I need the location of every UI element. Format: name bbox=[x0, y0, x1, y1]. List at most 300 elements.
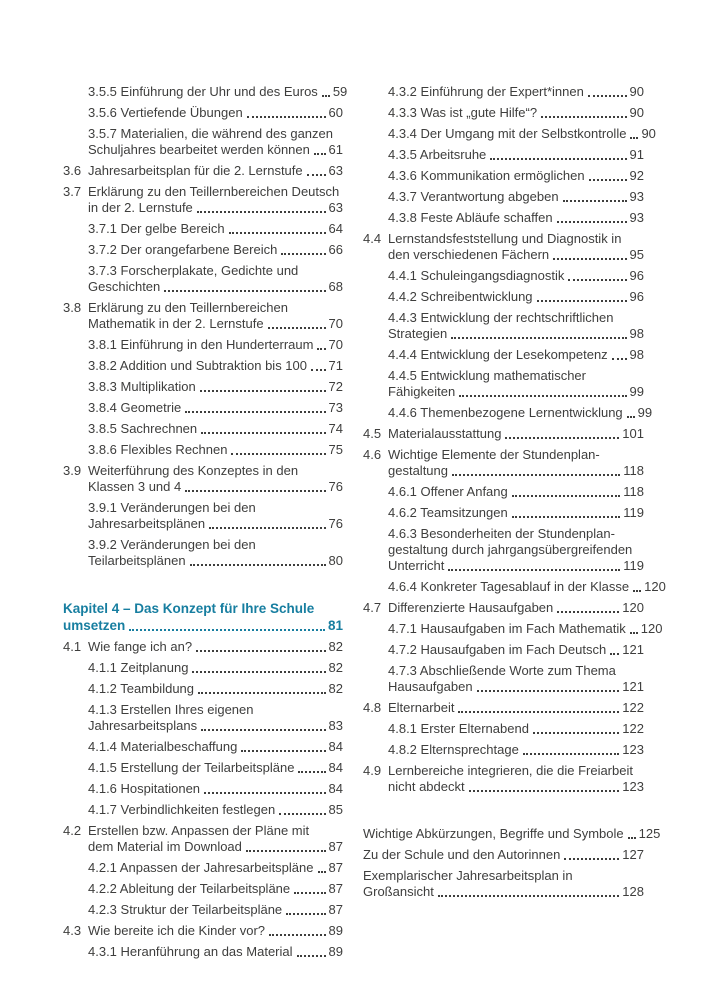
dotted-leader bbox=[458, 711, 619, 713]
toc-entry-number: 4.3 bbox=[63, 923, 82, 938]
toc-entry-body bbox=[88, 163, 343, 179]
toc-entry-title: 3.5.6 Vertiefende Übungen bbox=[88, 105, 243, 120]
toc-entry-line bbox=[388, 247, 644, 263]
toc-entry bbox=[363, 763, 644, 795]
dotted-leader bbox=[190, 564, 326, 566]
toc-entry-title: Jahresarbeitsplänen bbox=[88, 516, 206, 531]
page-number: 66 bbox=[328, 242, 343, 257]
page-number: 96 bbox=[629, 289, 644, 304]
page-number: 121 bbox=[622, 679, 644, 694]
page-number: 99 bbox=[637, 405, 653, 420]
toc-entry-title: 4.7.2 Hausaufgaben im Fach Deutsch bbox=[388, 642, 607, 657]
toc-entry-line bbox=[88, 337, 343, 353]
toc-entry-title: 4.1.7 Verbindlichkeiten festlegen bbox=[88, 802, 276, 817]
page-number: 72 bbox=[328, 379, 343, 394]
toc-entry-line bbox=[388, 84, 644, 100]
toc-entry-line: Lernstandsfeststellung und Diagnostik in bbox=[388, 231, 622, 246]
toc-entry-title: Wichtige Abkürzungen, Begriffe und Symbole bbox=[363, 826, 624, 841]
toc-entry-line bbox=[88, 442, 343, 458]
dotted-leader bbox=[628, 837, 636, 839]
dotted-leader bbox=[448, 569, 620, 571]
toc-entry-line bbox=[388, 484, 644, 500]
toc-entry-line bbox=[88, 718, 343, 734]
toc-entry-title: 3.8.4 Geometrie bbox=[88, 400, 182, 415]
toc-entry-line bbox=[88, 902, 343, 918]
toc-entry-line bbox=[363, 884, 644, 900]
toc-entry-title: Klassen 3 und 4 bbox=[88, 479, 182, 494]
toc-entry-line: gestaltung durch jahrgangsübergreifenden bbox=[388, 542, 633, 557]
dotted-leader bbox=[541, 116, 626, 118]
dotted-leader bbox=[231, 453, 325, 455]
toc-entry bbox=[63, 105, 343, 121]
toc-entry bbox=[363, 405, 653, 421]
dotted-leader bbox=[311, 369, 326, 371]
toc-entry-title: 4.1.4 Materialbeschaffung bbox=[88, 739, 238, 754]
dotted-leader bbox=[512, 495, 621, 497]
toc-entry bbox=[63, 300, 343, 332]
dotted-leader bbox=[553, 258, 626, 260]
dotted-leader bbox=[318, 871, 326, 873]
toc-entry-title: 4.1.6 Hospitationen bbox=[88, 781, 201, 796]
toc-entry-title: 4.6.1 Offener Anfang bbox=[388, 484, 508, 499]
dotted-leader bbox=[563, 200, 627, 202]
toc-entry-line: Erstellen bzw. Anpassen der Pläne mit bbox=[88, 823, 310, 838]
toc-entry bbox=[363, 579, 666, 595]
toc-entry bbox=[363, 847, 644, 863]
dotted-leader bbox=[630, 137, 638, 139]
dotted-leader bbox=[164, 290, 325, 292]
page-number: 120 bbox=[644, 579, 666, 594]
page-number: 119 bbox=[623, 558, 644, 573]
dotted-leader bbox=[568, 279, 626, 281]
dotted-leader bbox=[537, 300, 627, 302]
toc-entry bbox=[363, 484, 644, 500]
dotted-leader bbox=[200, 390, 326, 392]
toc-entry-line bbox=[88, 639, 343, 655]
page-number: 98 bbox=[629, 326, 644, 341]
toc-entry bbox=[363, 231, 644, 263]
toc-entry bbox=[63, 702, 343, 734]
dotted-leader bbox=[269, 934, 326, 936]
toc-entry-title: 4.4.4 Entwicklung der Lesekompetenz bbox=[388, 347, 608, 362]
dotted-leader bbox=[477, 690, 620, 692]
toc-entry bbox=[363, 700, 644, 716]
toc-entry-line bbox=[388, 347, 644, 363]
page-number: 87 bbox=[328, 881, 343, 896]
toc-entry-line bbox=[388, 558, 644, 574]
dotted-leader bbox=[201, 432, 325, 434]
page-number: 93 bbox=[629, 210, 644, 225]
toc-entry bbox=[363, 105, 644, 121]
toc-entry-title: 4.2.1 Anpassen der Jahresarbeitspläne bbox=[88, 860, 314, 875]
toc-entry bbox=[63, 421, 343, 437]
toc-entry bbox=[63, 84, 348, 100]
toc-entry bbox=[363, 721, 644, 737]
toc-entry bbox=[63, 902, 343, 918]
dotted-leader bbox=[204, 792, 326, 794]
toc-entry-number: 4.5 bbox=[363, 426, 382, 441]
dotted-leader bbox=[533, 732, 619, 734]
toc-entry-line: 4.1.3 Erstellen Ihres eigenen bbox=[88, 702, 254, 717]
toc-entry bbox=[363, 310, 644, 342]
toc-entry-number: 4.4 bbox=[363, 231, 382, 246]
toc-entry-line bbox=[388, 268, 644, 284]
page-number: 84 bbox=[328, 781, 343, 796]
dotted-leader bbox=[209, 527, 325, 529]
toc-entry-title: Fähigkeiten bbox=[388, 384, 456, 399]
toc-entry-line bbox=[88, 553, 343, 569]
dotted-leader bbox=[129, 629, 325, 631]
page-number: 92 bbox=[629, 168, 644, 183]
toc-entry-line bbox=[88, 200, 343, 216]
dotted-leader bbox=[490, 158, 626, 160]
toc-entry-body bbox=[388, 447, 644, 479]
toc-entry-number: 4.7 bbox=[363, 600, 382, 615]
toc-entry-body bbox=[88, 300, 343, 332]
page-number: 127 bbox=[622, 847, 644, 862]
dotted-leader bbox=[198, 692, 326, 694]
toc-entry-title: nicht abdeckt bbox=[388, 779, 465, 794]
toc-entry-line: 3.7.3 Forscherplakate, Gedichte und bbox=[88, 263, 299, 278]
toc-entry-title: Unterricht bbox=[388, 558, 445, 573]
page-number: 90 bbox=[641, 126, 656, 141]
toc-entry-title: Mathematik in der 2. Lernstufe bbox=[88, 316, 264, 331]
toc-entry-number: 3.6 bbox=[63, 163, 82, 178]
toc-entry-line bbox=[388, 105, 644, 121]
toc-entry-line bbox=[388, 579, 666, 595]
toc-column-left bbox=[63, 84, 348, 965]
toc-entry bbox=[63, 881, 343, 897]
toc-entry bbox=[363, 505, 644, 521]
toc-entry-title: Materialausstattung bbox=[388, 426, 502, 441]
dotted-leader bbox=[197, 211, 326, 213]
toc-entry-line: Exemplarischer Jahresarbeitsplan in bbox=[363, 868, 573, 883]
dotted-leader bbox=[459, 395, 626, 397]
toc-entry bbox=[363, 189, 644, 205]
dotted-leader bbox=[452, 474, 620, 476]
toc-entry-title: 4.1.1 Zeitplanung bbox=[88, 660, 189, 675]
page-number: 90 bbox=[629, 105, 644, 120]
toc-entry-line bbox=[388, 742, 644, 758]
dotted-leader bbox=[322, 95, 330, 97]
dotted-leader bbox=[630, 632, 638, 634]
toc-entry bbox=[63, 660, 343, 676]
toc-entry-line bbox=[388, 721, 644, 737]
toc-entry-line: 4.6.3 Besonderheiten der Stundenplan- bbox=[388, 526, 615, 541]
page-number: 122 bbox=[622, 721, 644, 736]
dotted-leader bbox=[307, 174, 326, 176]
toc-entry bbox=[63, 537, 343, 569]
page-number: 119 bbox=[623, 505, 644, 520]
toc-entry-title: 3.5.5 Einführung der Uhr und des Euros bbox=[88, 84, 318, 99]
dotted-leader bbox=[588, 95, 627, 97]
toc-entry-number: 4.6 bbox=[363, 447, 382, 462]
toc-entry bbox=[363, 642, 644, 658]
toc-entry-title: 4.3.6 Kommunikation ermöglichen bbox=[388, 168, 585, 183]
toc-entry-line bbox=[363, 847, 644, 863]
toc-entry-line bbox=[88, 84, 348, 100]
toc-entry bbox=[63, 739, 343, 755]
page-number: 64 bbox=[328, 221, 343, 236]
toc-entry-line bbox=[388, 168, 644, 184]
toc-entry-line bbox=[88, 242, 343, 258]
toc-entry-line bbox=[88, 142, 343, 158]
page-number: 122 bbox=[622, 700, 644, 715]
toc-entry bbox=[363, 368, 644, 400]
toc-entry-line: Erklärung zu den Teillernbereichen Deutsch bbox=[88, 184, 340, 199]
dotted-leader bbox=[612, 358, 627, 360]
toc-entry-line bbox=[388, 700, 644, 716]
toc-entry-line bbox=[88, 516, 343, 532]
page-number: 76 bbox=[328, 516, 343, 531]
toc-entry bbox=[363, 126, 656, 142]
page-number: 70 bbox=[328, 337, 343, 352]
page-number: 120 bbox=[622, 600, 644, 615]
toc-entry-title: Hausaufgaben bbox=[388, 679, 473, 694]
toc-entry-title: 4.6.4 Konkreter Tagesablauf in der Klasse bbox=[388, 579, 630, 594]
toc-entry-title: 4.8.1 Erster Elternabend bbox=[388, 721, 529, 736]
toc-entry-title: 4.4.6 Themenbezogene Lernentwicklung bbox=[388, 405, 623, 420]
page-number: 75 bbox=[328, 442, 343, 457]
toc-entry-line: 3.9.2 Veränderungen bei den bbox=[88, 537, 256, 552]
toc-entry-line bbox=[88, 279, 343, 295]
toc-entry-number: 3.9 bbox=[63, 463, 82, 478]
toc-entry-title: gestaltung bbox=[388, 463, 448, 478]
page-number: 73 bbox=[328, 400, 343, 415]
page-number: 68 bbox=[328, 279, 343, 294]
toc-entry-line bbox=[88, 781, 343, 797]
toc-entry-title: 4.3.1 Heranführung an das Material bbox=[88, 944, 293, 959]
toc-entry-line bbox=[88, 400, 343, 416]
toc-entry bbox=[363, 742, 644, 758]
toc-entry bbox=[363, 426, 644, 442]
page-number: 96 bbox=[629, 268, 644, 283]
toc-entry-line bbox=[88, 660, 343, 676]
toc-entry-line bbox=[88, 421, 343, 437]
page-number: 59 bbox=[332, 84, 348, 99]
toc-entry bbox=[63, 221, 343, 237]
dotted-leader bbox=[286, 913, 325, 915]
dotted-leader bbox=[201, 729, 325, 731]
toc-entry-line bbox=[88, 358, 343, 374]
toc-entry-body bbox=[388, 763, 644, 795]
dotted-leader bbox=[241, 750, 325, 752]
dotted-leader bbox=[469, 790, 620, 792]
toc-entry-line: 4.7.3 Abschließende Worte zum Thema bbox=[388, 663, 616, 678]
toc-entry-line: Weiterführung des Konzeptes in den bbox=[88, 463, 299, 478]
toc-entry bbox=[63, 126, 343, 158]
toc-entry-title: Schuljahres bearbeitet werden können bbox=[88, 142, 310, 157]
toc-entry-title: Strategien bbox=[388, 326, 448, 341]
toc-entry-title: Differenzierte Hausaufgaben bbox=[388, 600, 554, 615]
toc-entry-title: 3.8.5 Sachrechnen bbox=[88, 421, 198, 436]
toc-entry-line: 4.4.3 Entwicklung der rechtschriftlichen bbox=[388, 310, 614, 325]
toc-entry bbox=[63, 337, 343, 353]
toc-entry-number: 4.9 bbox=[363, 763, 382, 778]
toc-entry-title: 4.2.3 Struktur der Teilarbeitspläne bbox=[88, 902, 283, 917]
toc-entry-number: 3.8 bbox=[63, 300, 82, 315]
dotted-leader bbox=[564, 858, 619, 860]
toc-entry-title: 4.2.2 Ableitung der Teilarbeitspläne bbox=[88, 881, 291, 896]
page-number: 89 bbox=[328, 923, 343, 938]
toc-entry-line bbox=[88, 860, 343, 876]
toc-entry bbox=[363, 621, 663, 637]
toc-column-right bbox=[363, 84, 666, 905]
toc-entry bbox=[63, 760, 343, 776]
dotted-leader bbox=[317, 348, 325, 350]
dotted-leader bbox=[185, 490, 325, 492]
page-number: 89 bbox=[328, 944, 343, 959]
toc-entry-title: 4.1.2 Teambildung bbox=[88, 681, 195, 696]
toc-entry-body bbox=[88, 823, 343, 855]
toc-entry-title: Geschichten bbox=[88, 279, 161, 294]
toc-entry-title: Teilarbeitsplänen bbox=[88, 553, 186, 568]
page-number: 85 bbox=[328, 802, 343, 817]
toc-entry-title: 3.8.1 Einführung in den Hunderterraum bbox=[88, 337, 314, 352]
toc-entry bbox=[363, 868, 644, 900]
toc-entry-title: 4.4.1 Schuleingangsdiagnostik bbox=[388, 268, 565, 283]
toc-entry-title: den verschiedenen Fächern bbox=[388, 247, 550, 262]
toc-entry-body bbox=[388, 426, 644, 442]
toc-entry-line bbox=[88, 479, 343, 495]
dotted-leader bbox=[298, 771, 325, 773]
page-number: 71 bbox=[328, 358, 343, 373]
dotted-leader bbox=[633, 590, 641, 592]
dotted-leader bbox=[610, 653, 619, 655]
toc-entry-title: in der 2. Lernstufe bbox=[88, 200, 193, 215]
toc-entry-title: 4.6.2 Teamsitzungen bbox=[388, 505, 508, 520]
toc-entry-number: 4.2 bbox=[63, 823, 82, 838]
toc-entry bbox=[63, 463, 343, 495]
toc-entry-line bbox=[388, 126, 656, 142]
toc-entry-line bbox=[88, 839, 343, 855]
dotted-leader bbox=[294, 892, 325, 894]
toc-entry bbox=[63, 184, 343, 216]
toc-entry-line: Erklärung zu den Teillernbereichen bbox=[88, 300, 288, 315]
page-number: 123 bbox=[622, 742, 644, 757]
toc-entry-line: Lernbereiche integrieren, die die Freiarbeit bbox=[388, 763, 633, 778]
toc-entry bbox=[363, 600, 644, 616]
toc-entry-number: 4.8 bbox=[363, 700, 382, 715]
toc-entry bbox=[63, 442, 343, 458]
dotted-leader bbox=[297, 955, 326, 957]
toc-entry-line bbox=[88, 163, 343, 179]
toc-entry-title: 4.4.2 Schreibentwicklung bbox=[388, 289, 533, 304]
toc-entry-title: 4.3.3 Was ist „gute Hilfe“? bbox=[388, 105, 538, 120]
toc-entry-body bbox=[388, 700, 644, 716]
toc-entry-line bbox=[88, 379, 343, 395]
toc-entry bbox=[63, 639, 343, 655]
toc-entry-line bbox=[388, 384, 644, 400]
page-number: 120 bbox=[640, 621, 663, 636]
page-number: 101 bbox=[622, 426, 644, 441]
toc-entry-line bbox=[388, 463, 644, 479]
toc-entry-title: dem Material im Download bbox=[88, 839, 242, 854]
dotted-leader bbox=[268, 327, 326, 329]
dotted-leader bbox=[281, 253, 325, 255]
toc-entry-number: 3.7 bbox=[63, 184, 82, 199]
toc-entry bbox=[63, 400, 343, 416]
page-number: 118 bbox=[623, 463, 644, 478]
toc-entry-title: 4.1.5 Erstellung der Teilarbeitspläne bbox=[88, 760, 295, 775]
toc-entry-line bbox=[388, 405, 653, 421]
dotted-leader bbox=[523, 753, 619, 755]
page-number: 82 bbox=[328, 681, 343, 696]
toc-entry bbox=[363, 826, 661, 842]
page-number: 80 bbox=[328, 553, 343, 568]
dotted-leader bbox=[627, 416, 635, 418]
dotted-leader bbox=[196, 650, 325, 652]
toc-entry-line: 4.4.5 Entwicklung mathematischer bbox=[388, 368, 586, 383]
toc-entry-title: Wie bereite ich die Kinder vor? bbox=[88, 923, 266, 938]
toc-entry bbox=[363, 289, 644, 305]
page-number: 70 bbox=[328, 316, 343, 331]
toc-entry-line bbox=[388, 779, 644, 795]
page-number: 125 bbox=[638, 826, 661, 841]
page-number: 74 bbox=[328, 421, 343, 436]
toc-entry-line bbox=[88, 881, 343, 897]
toc-entry-line bbox=[363, 826, 661, 842]
dotted-leader bbox=[512, 516, 621, 518]
page-number: 93 bbox=[629, 189, 644, 204]
toc-entry-line bbox=[88, 739, 343, 755]
toc-entry-title: Großansicht bbox=[363, 884, 434, 899]
dotted-leader bbox=[589, 179, 627, 181]
toc-entry-line: Wichtige Elemente der Stundenplan- bbox=[388, 447, 600, 462]
page-number: 99 bbox=[629, 384, 644, 399]
toc-entry bbox=[63, 242, 343, 258]
toc-entry bbox=[63, 500, 343, 532]
toc-entry-line bbox=[88, 221, 343, 237]
dotted-leader bbox=[192, 671, 325, 673]
page-number: 121 bbox=[622, 642, 644, 657]
page-number: 118 bbox=[623, 484, 644, 499]
toc-entry-line: Kapitel 4 – Das Konzept für Ihre Schule bbox=[63, 601, 315, 616]
page-number: 98 bbox=[629, 347, 644, 362]
toc-entry-body bbox=[388, 600, 644, 616]
toc-entry-title: 3.7.1 Der gelbe Bereich bbox=[88, 221, 225, 236]
toc-entry-body bbox=[88, 463, 343, 495]
page-number: 82 bbox=[328, 639, 343, 654]
toc-entry-title: Jahresarbeitsplan für die 2. Lernstufe bbox=[88, 163, 303, 178]
toc-entry-line bbox=[388, 189, 644, 205]
toc-entry-title: 3.8.6 Flexibles Rechnen bbox=[88, 442, 228, 457]
dotted-leader bbox=[279, 813, 325, 815]
toc-entry bbox=[363, 210, 644, 226]
toc-entry bbox=[63, 923, 343, 939]
toc-entry bbox=[363, 526, 644, 574]
dotted-leader bbox=[557, 221, 627, 223]
toc-entry bbox=[363, 268, 644, 284]
toc-entry bbox=[63, 860, 343, 876]
toc-entry-line bbox=[63, 617, 343, 634]
toc-entry-line bbox=[388, 147, 644, 163]
toc-entry-title: Jahresarbeitsplans bbox=[88, 718, 198, 733]
page-number: 128 bbox=[622, 884, 644, 899]
page-number: 87 bbox=[328, 860, 343, 875]
toc-entry-title: 4.3.5 Arbeitsruhe bbox=[388, 147, 487, 162]
page-number: 123 bbox=[622, 779, 644, 794]
toc-entry-line bbox=[388, 642, 644, 658]
toc-entry-title: Zu der Schule und den Autorinnen bbox=[363, 847, 561, 862]
toc-entry-title: 4.3.8 Feste Abläufe schaffen bbox=[388, 210, 553, 225]
toc-entry-title: Wie fange ich an? bbox=[88, 639, 193, 654]
page-number: 81 bbox=[327, 618, 343, 633]
page-number: 63 bbox=[328, 200, 343, 215]
dotted-leader bbox=[438, 895, 619, 897]
page-number: 87 bbox=[328, 902, 343, 917]
toc-entry-body bbox=[88, 639, 343, 655]
